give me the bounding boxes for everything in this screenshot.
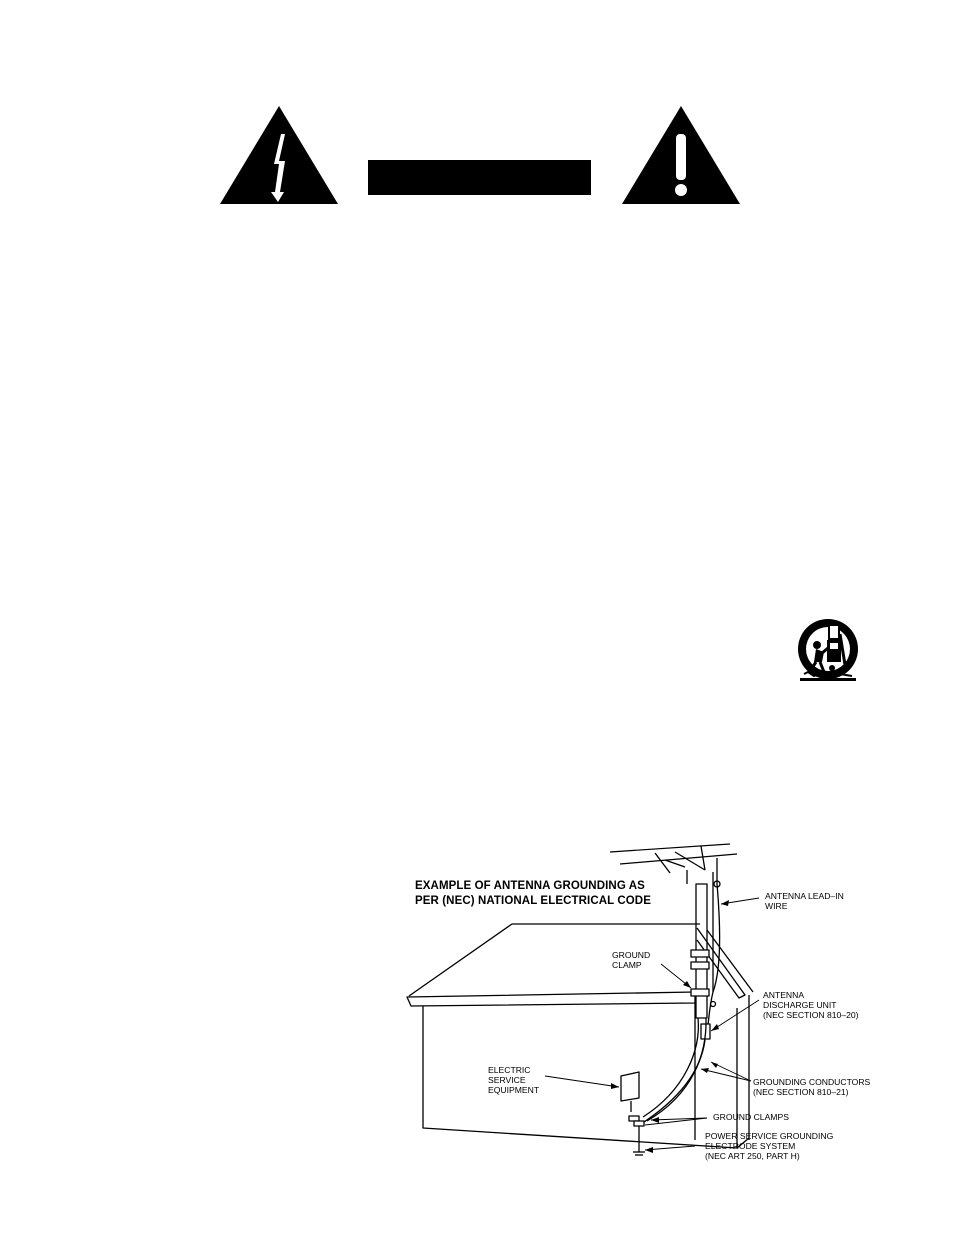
- portable-cart-warning-icon: [796, 616, 860, 682]
- label-lead-in: ANTENNA LEAD–IN WIRE: [765, 891, 844, 911]
- exclamation-warning-icon: [621, 106, 741, 206]
- diagram-title-line2: PER (NEC) NATIONAL ELECTRICAL CODE: [415, 895, 651, 907]
- label-electric-service: ELECTRIC SERVICE EQUIPMENT: [488, 1065, 540, 1095]
- caution-bar: [368, 160, 591, 195]
- label-discharge-unit: ANTENNA DISCHARGE UNIT (NEC SECTION 810–20): [763, 990, 859, 1020]
- label-grounding-conductors: GROUNDING CONDUCTORS (NEC SECTION 810–21): [753, 1077, 871, 1097]
- diagram-title-line1: EXAMPLE OF ANTENNA GROUNDING AS: [415, 880, 645, 892]
- lightning-warning-icon: [219, 106, 339, 206]
- label-ground-clamp: GROUND CLAMP: [612, 950, 651, 970]
- label-ground-clamps: GROUND CLAMPS: [713, 1112, 789, 1122]
- label-power-service-grounding: POWER SERVICE GROUNDING ELECTRODE SYSTEM (NEC ART 250, PART H): [705, 1131, 834, 1161]
